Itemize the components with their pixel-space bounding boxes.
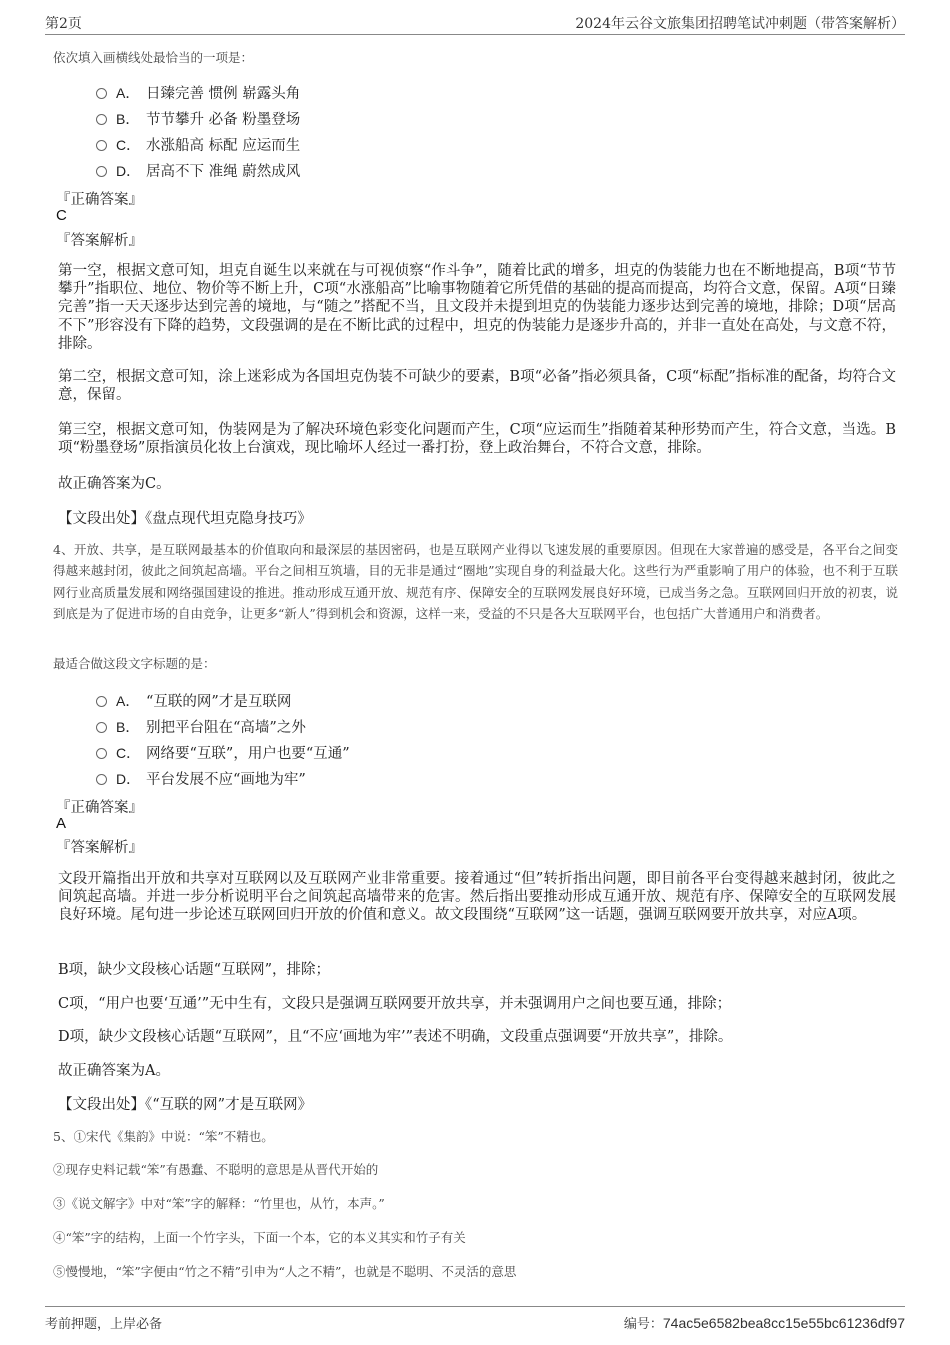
radio-icon[interactable] <box>96 696 107 707</box>
question-line: ④“笨”字的结构，上面一个竹字头，下面一个本，它的本义其实和竹子有关 <box>53 1230 466 1245</box>
correct-answer: C <box>56 207 67 224</box>
radio-icon[interactable] <box>96 88 107 99</box>
conclusion: 故正确答案为C。 <box>58 476 171 492</box>
source-note: 【文段出处】《“互联的网”才是互联网》 <box>58 1097 313 1113</box>
analysis-paragraph: 第二空，根据文意可知，涂上迷彩成为各国坦克伪装不可缺少的要素，B项“必备”指必须具备，C项“标配”指标准的配备，均符合文意，保留。 <box>58 369 896 404</box>
code-label: 编号： <box>623 1317 663 1332</box>
option-a[interactable]: A． 日臻完善 惯例 崭露头角 <box>96 82 300 103</box>
document-title: 2024年云谷文旅集团招聘笔试冲刺题（带答案解析） <box>575 16 905 32</box>
option-d[interactable]: D． 平台发展不应“画地为牢” <box>96 768 306 789</box>
radio-icon[interactable] <box>96 140 107 151</box>
radio-icon[interactable] <box>96 774 107 785</box>
correct-answer-label: 『正确答案』 <box>56 192 143 208</box>
question-stem: 4、开放、共享，是互联网最基本的价值取向和最深层的基因密码，也是互联网产业得以飞速发展的重要原因。但现在大家普遍的感受是，各平台之间变得越来越封闭，彼此之间筑起高墙。平台之间相互筑墙，目的无非是通过“圈地”实现自身的利益最大化。这些行为严重影响了用户的体验，也不利于互联网行业高质量发展和网络强国建设的推进。推动形成互通开放、规范有序、保障安全的互联网发展良好环境，已成当务之急。互联网回归开放的初衷，说到底是为了促进市场的自由竞争，让更多“新人”得到机会和资源，这样一来，受益的不只是各大互联网平台，也包括广大普通用户和消费者。 <box>53 542 898 622</box>
question-line: ②现存史料记载“笨”有愚蠢、不聪明的意思是从晋代开始的 <box>53 1162 379 1177</box>
correct-answer: A <box>56 815 67 832</box>
option-b[interactable]: B． 节节攀升 必备 粉墨登场 <box>96 108 300 129</box>
page-footer <box>45 1306 905 1333</box>
page-number: 第2页 <box>45 16 82 32</box>
analysis-label: 『答案解析』 <box>56 840 143 856</box>
analysis-paragraph: 文段开篇指出开放和共享对互联网以及互联网产业非常重要。接着通过“但”转折指出问题，即目前各平台变得越来越封闭，彼此之间筑起高墙。并进一步分析说明平台之间筑起高墙带来的危害。然后指出要推动形成互通开放、规范有序、保障安全的互联网发展良好环境。尾句进一步论述互联网回归开放的价值和意义。故文段围绕“互联网”这一话题，强调互联网要开放共享，对应A项。 <box>58 871 896 924</box>
source-note: 【文段出处】《盘点现代坦克隐身技巧》 <box>58 511 312 527</box>
option-c[interactable]: C． 网络要“互联”，用户也要“互通” <box>96 742 350 763</box>
analysis-paragraph: 第三空，根据文意可知，伪装网是为了解决环境色彩变化问题而产生，C项“应运而生”指随着某种形势而产生，符合文意，当选。B项“粉墨登场”原指演员化妆上台演戏，现比喻坏人经过一番打扮，登上政治舞台，不符合文意，排除。 <box>58 422 896 457</box>
analysis-paragraph: 第一空，根据文意可知，坦克自诞生以来就在与可视侦察“作斗争”，随着比武的增多，坦克的伪装能力也在不断地提高，B项“节节攀升”指职位、地位、物价等不断上升，C项“水涨船高”比喻事物随着它所凭借的基础的提高而提高，均符合文意，保留。A项“日臻完善”指一天天逐步达到完善的境地，与“随之”搭配不当，且文段并未提到坦克的伪装能力逐步达到完善的境地，排除；D项“居高不下”形容没有下降的趋势，文段强调的是在不断比武的过程中，坦克的伪装能力是逐步升高的，并非一直处在高处，与文意不符，排除。 <box>58 263 896 352</box>
option-a[interactable]: A． “互联的网”才是互联网 <box>96 690 291 711</box>
code-value: 74ac5e6582bea8cc15e55bc61236df97 <box>662 1315 905 1331</box>
analysis-line: D项，缺少文段核心话题“互联网”，且“不应‘画地为牢’”表述不明确，文段重点强调要“开放共享”，排除。 <box>58 1029 733 1045</box>
question-line: ⑤慢慢地，“笨”字便由“竹之不精”引申为“人之不精”，也就是不聪明、不灵活的意思 <box>53 1264 517 1279</box>
correct-answer-label: 『正确答案』 <box>56 800 143 816</box>
radio-icon[interactable] <box>96 748 107 759</box>
conclusion: 故正确答案为A。 <box>58 1063 170 1079</box>
radio-icon[interactable] <box>96 166 107 177</box>
radio-icon[interactable] <box>96 722 107 733</box>
option-d[interactable]: D． 居高不下 准绳 蔚然成风 <box>96 160 300 181</box>
analysis-line: C项，“用户也要‘互通’”无中生有，文段只是强调互联网要开放共享，并未强调用户之间也要互通，排除； <box>58 996 732 1012</box>
question-line: ③《说文解字》中对“笨”字的解释：“竹里也，从竹，本声。” <box>53 1196 385 1211</box>
option-b[interactable]: B． 别把平台阻在“高墙”之外 <box>96 716 306 737</box>
analysis-line: B项，缺少文段核心话题“互联网”，排除； <box>58 962 330 978</box>
footer-slogan: 考前押题，上岸必备 <box>45 1317 163 1332</box>
question-prompt: 依次填入画横线处最恰当的一项是： <box>53 50 254 65</box>
document-code <box>624 1313 905 1332</box>
question-prompt: 最适合做这段文字标题的是： <box>53 656 216 671</box>
question-line: 5、①宋代《集韵》中说：“笨”不精也。 <box>53 1129 274 1144</box>
page-header <box>45 10 905 35</box>
analysis-label: 『答案解析』 <box>56 233 143 249</box>
radio-icon[interactable] <box>96 114 107 125</box>
option-c[interactable]: C． 水涨船高 标配 应运而生 <box>96 134 300 155</box>
